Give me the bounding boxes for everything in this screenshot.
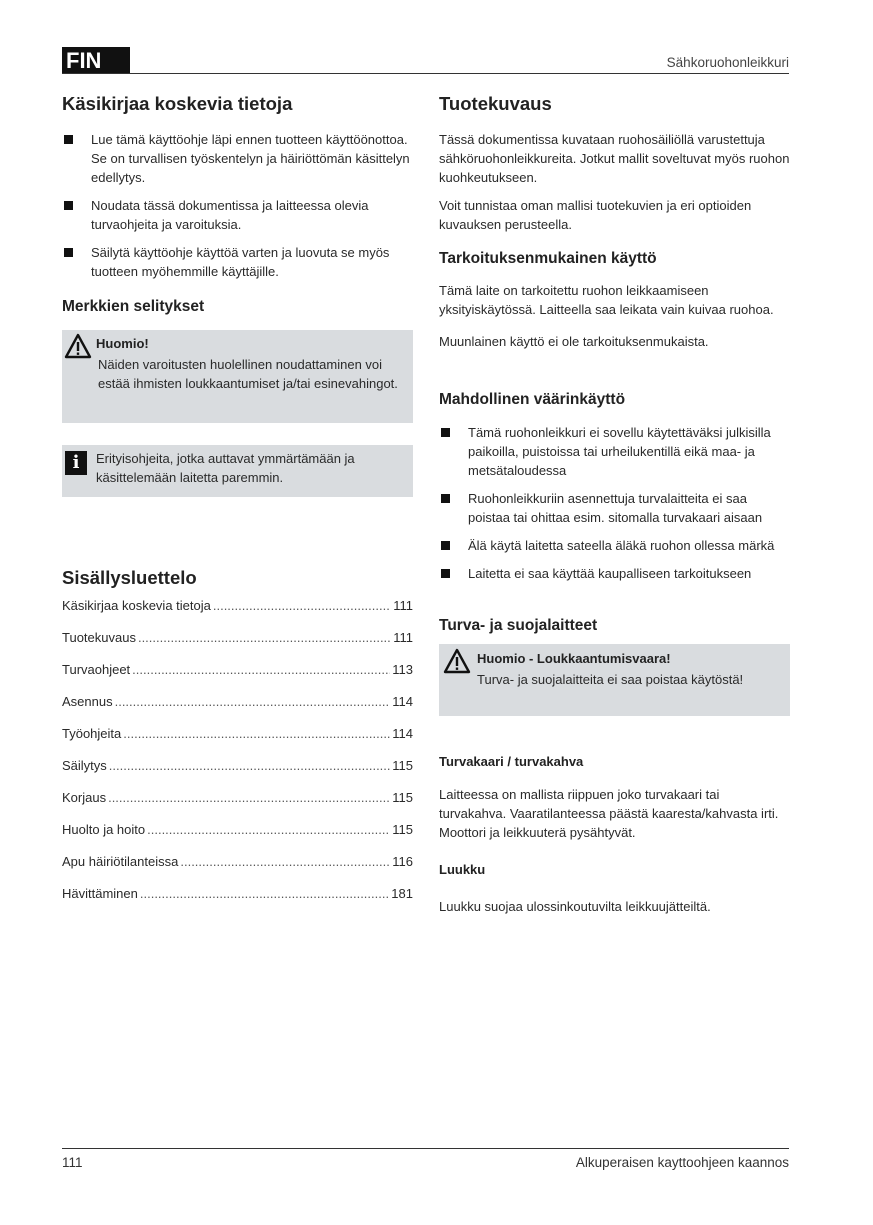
symbols-heading: Merkkien selitykset: [62, 298, 205, 315]
toc-label: Hävittäminen: [62, 886, 138, 901]
toc-page: 114: [392, 694, 413, 709]
toc-page: 181: [391, 886, 413, 901]
product-heading: Tuotekuvaus: [439, 93, 552, 114]
safety-warning-box: [439, 644, 790, 716]
toc-page: 114: [392, 726, 413, 741]
toc-label: Säilytys: [62, 758, 107, 773]
left-column: [62, 92, 413, 918]
toc-page: 116: [392, 854, 413, 869]
toc-page: 115: [392, 790, 413, 805]
toc-leader: [123, 726, 390, 741]
toc-label: Työohjeita: [62, 726, 122, 741]
page-number: 111: [62, 1155, 83, 1170]
toc-row[interactable]: [62, 886, 413, 918]
warning-text: Näiden varoitusten huolellinen noudattaminen voi estää ihmisten loukkaantumiset ja/tai esinevahingot.: [98, 357, 398, 391]
toc-leader: [115, 694, 391, 709]
toc-leader: [108, 790, 390, 805]
toc-row[interactable]: [62, 758, 413, 790]
warning-title: Huomio - Loukkaantumisvaara!: [477, 651, 671, 666]
warning-text: Turva- ja suojalaitteita ei saa poistaa käytöstä!: [477, 672, 744, 687]
toc-label: Turvaohjeet: [62, 662, 131, 677]
toc-label: Tuotekuvaus: [62, 630, 136, 645]
warning-title: Huomio!: [96, 336, 149, 351]
intended-use-paragraph: Tämä laite on tarkoitettu ruohon leikkaamiseen yksityiskäytössä. Laitteella saa leikata vain kuivaa ruohoa.: [439, 283, 774, 317]
toc-leader: [109, 758, 390, 773]
list-item: Noudata tässä dokumentissa ja laitteessa olevia turvaohjeita ja varoituksia.: [62, 196, 413, 234]
toc-label: Korjaus: [62, 790, 107, 805]
product-paragraph: Voit tunnistaa oman mallisi tuotekuvien ja eri optioiden kuvauksen perusteella.: [439, 198, 752, 232]
toc-leader: [213, 598, 391, 613]
toc-label: Huolto ja hoito: [62, 822, 146, 837]
footer-text: Alkuperaisen kayttoohjeen kaannos: [575, 1155, 789, 1170]
manual-info-list: [62, 130, 413, 281]
list-item: Älä käytä laitetta sateella äläkä ruohon ollessa märkä: [439, 536, 790, 555]
toc-page: 115: [392, 758, 413, 773]
safety-bail-heading: Turvakaari / turvakahva: [439, 754, 584, 769]
toc-page: 111: [393, 598, 413, 613]
toc-page: 111: [393, 630, 413, 645]
toc-row[interactable]: [62, 790, 413, 822]
safety-bail-paragraph: Laitteessa on mallista riippuen joko turvakaari tai turvakahva. Vaaratilanteessa päästä kaaresta/kahvasta irti. Moottori ja leikkuuterä pysähtyvät.: [439, 787, 779, 840]
toc-label: Asennus: [62, 694, 113, 709]
toc-leader: [140, 886, 389, 901]
table-of-contents: [62, 598, 413, 918]
misuse-heading: Mahdollinen väärinkäyttö: [439, 391, 626, 408]
flap-heading: Luukku: [439, 862, 486, 877]
toc-row[interactable]: [62, 726, 413, 758]
toc-row[interactable]: [62, 694, 413, 726]
toc-row[interactable]: [62, 598, 413, 630]
toc-leader: [147, 822, 390, 837]
toc-row[interactable]: [62, 822, 413, 854]
warning-box: [62, 330, 413, 423]
intended-use-heading: Tarkoituksenmukainen käyttö: [439, 250, 657, 267]
warning-triangle-icon: [443, 648, 471, 674]
intended-use-paragraph: Muunlainen käyttö ei ole tarkoituksenmukaista.: [439, 334, 709, 349]
info-icon: i: [65, 451, 87, 475]
misuse-list: [439, 423, 790, 583]
list-item: Tämä ruohonleikkuri ei sovellu käytettäväksi julkisilla paikoilla, puistoissa tai urheilukentillä eikä maa- ja metsätaloudessa: [439, 423, 790, 480]
warning-triangle-icon: [64, 333, 92, 359]
list-item: Lue tämä käyttöohje läpi ennen tuotteen käyttöönottoa. Se on turvallisen työskentelyn ja häiriöttömän käsittelyn edellytys.: [62, 130, 413, 187]
toc-leader: [138, 630, 391, 645]
toc-heading: Sisällysluettelo: [62, 567, 197, 588]
toc-row[interactable]: [62, 630, 413, 662]
info-box: [62, 445, 413, 497]
list-item: Ruohonleikkuriin asennettuja turvalaitteita ei saa poistaa tai ohittaa esim. sitomalla turvakaari aisaan: [439, 489, 790, 527]
flap-paragraph: Luukku suojaa ulossinkoutuvilta leikkuujätteiltä.: [439, 899, 711, 914]
header-divider: [62, 73, 789, 74]
toc-page: 113: [392, 662, 413, 677]
footer-divider: [62, 1148, 789, 1149]
right-column: [439, 92, 790, 916]
product-paragraph: Tässä dokumentissa kuvataan ruohosäiliöllä varustettuja sähköruohonleikkureita. Jotkut mallit soveltuvat myös ruohon kuohkeutukseen.: [439, 132, 790, 185]
safety-devices-heading: Turva- ja suojalaitteet: [439, 617, 598, 634]
list-item: Laitetta ei saa käyttää kaupalliseen tarkoitukseen: [439, 564, 790, 583]
toc-page: 115: [392, 822, 413, 837]
toc-label: Apu häiriötilanteissa: [62, 854, 179, 869]
list-item: Säilytä käyttöohje käyttöä varten ja luovuta se myös tuotteen myöhemmille käyttäjille.: [62, 243, 413, 281]
manual-info-heading: Käsikirjaa koskevia tietoja: [62, 93, 293, 114]
info-text: Erityisohjeita, jotka auttavat ymmärtämään ja käsittelemään laitetta paremmin.: [96, 451, 355, 485]
language-tag: FIN: [62, 47, 130, 74]
toc-leader: [180, 854, 390, 869]
header-title: Sähkoruohonleikkuri: [666, 55, 789, 70]
toc-row[interactable]: [62, 662, 413, 694]
toc-label: Käsikirjaa koskevia tietoja: [62, 598, 211, 613]
toc-leader: [132, 662, 390, 677]
toc-row[interactable]: [62, 854, 413, 886]
